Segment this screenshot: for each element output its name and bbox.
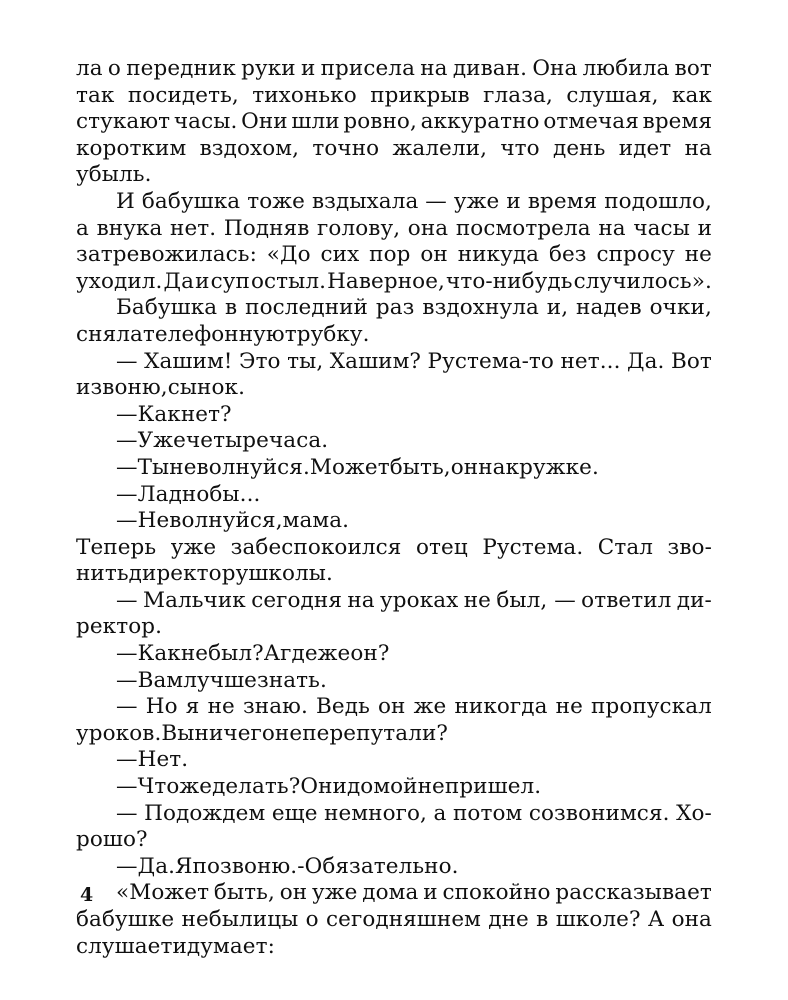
word: Да: [163, 268, 195, 294]
word: время: [642, 109, 712, 135]
word: Вам: [137, 667, 184, 693]
word: и: [172, 933, 187, 959]
text-line: [76, 747, 712, 774]
word: телефонную: [142, 321, 285, 347]
word: диван.: [452, 56, 528, 81]
word: стукают: [76, 109, 171, 135]
word: перепутали?: [302, 720, 449, 746]
text-line: [76, 774, 712, 801]
word: —: [116, 800, 138, 826]
word: ди-: [676, 587, 712, 613]
word: Может: [309, 454, 390, 480]
word: идет: [618, 135, 672, 161]
word: не: [180, 641, 209, 667]
word: часы.: [173, 109, 238, 135]
word: не: [684, 242, 712, 268]
word: внука: [96, 215, 163, 241]
word: А: [647, 907, 665, 932]
word: Да.: [137, 853, 176, 879]
word: был, —: [496, 587, 576, 613]
word: —: [116, 641, 138, 667]
word: Как: [137, 401, 181, 427]
word: —: [116, 587, 138, 613]
word: Вы: [161, 720, 195, 746]
text-line: [76, 827, 712, 854]
word: Хо-: [676, 800, 712, 826]
word: о: [107, 56, 121, 81]
word: Я: [175, 853, 193, 879]
word: не: [274, 720, 303, 746]
word: он: [378, 694, 406, 720]
word: не: [169, 454, 197, 480]
word: и: [76, 375, 91, 401]
word: —: [116, 428, 138, 454]
text-line: [76, 56, 712, 83]
word: отмечая: [543, 109, 639, 135]
word: «Может: [116, 880, 210, 906]
word: на: [684, 135, 712, 161]
word: ответил: [581, 587, 672, 613]
word: же: [179, 774, 213, 800]
word: случилось».: [573, 268, 712, 294]
word: бабушке: [76, 907, 175, 932]
word: Мальчик: [142, 587, 246, 613]
word: ла: [76, 56, 103, 81]
text-line: [76, 508, 712, 535]
word: уроках: [380, 587, 459, 613]
text-line: [76, 189, 712, 216]
word: Подождем: [144, 800, 266, 826]
word: ты,: [287, 348, 324, 374]
word: а: [76, 215, 89, 241]
word: на: [478, 454, 506, 480]
word: школы.: [248, 561, 333, 587]
word: Теперь: [76, 534, 157, 560]
word: Но: [145, 694, 178, 720]
word: слушает: [76, 933, 173, 959]
word: бабушка: [141, 188, 241, 214]
text-line: [76, 216, 712, 243]
text-line: [76, 269, 712, 296]
text-line: [76, 242, 712, 269]
word: уже: [312, 880, 358, 906]
word: передник: [126, 56, 236, 81]
word: Ладно: [137, 481, 210, 507]
word: нет...: [560, 348, 621, 374]
word: Да.: [627, 348, 665, 374]
word: где: [280, 641, 318, 667]
word: посмотрела: [455, 215, 591, 241]
word: дне: [488, 907, 529, 932]
word: же: [317, 641, 351, 667]
word: время: [527, 188, 598, 214]
text-line: [76, 136, 712, 163]
word: пропускал: [591, 694, 712, 720]
text-line: [76, 482, 712, 509]
word: затревожилась:: [76, 242, 257, 268]
word: на: [347, 587, 375, 613]
word: не: [555, 694, 583, 720]
word: суп: [210, 268, 250, 294]
word: что-нибудь: [446, 268, 573, 294]
word: на: [598, 215, 626, 241]
word: и: [332, 774, 347, 800]
word: звоню,: [90, 375, 168, 401]
word: на: [420, 56, 448, 81]
word: «До: [266, 242, 311, 268]
word: аккуратно: [420, 109, 540, 135]
word: —: [116, 667, 138, 693]
word: сегодня: [251, 587, 342, 613]
word: пришел.: [444, 774, 542, 800]
word: немного,: [324, 800, 427, 826]
word: волнуйся.: [196, 454, 310, 480]
word: часы: [633, 215, 690, 241]
word: тоже: [247, 188, 305, 214]
word: знаю.: [242, 694, 308, 720]
word: тихонько: [252, 82, 357, 108]
word: я: [185, 694, 200, 720]
word: Она: [532, 56, 578, 81]
word: Уже: [137, 428, 186, 454]
word: никогда: [454, 694, 548, 720]
word: и: [195, 268, 210, 294]
word: Подняв: [223, 215, 310, 241]
word: глаза,: [483, 82, 553, 108]
word: и: [423, 880, 438, 906]
text-line: [76, 721, 712, 748]
word: в: [536, 907, 549, 932]
word: бы...: [209, 481, 261, 507]
text-line: [76, 641, 712, 668]
word: сынок.: [167, 375, 246, 401]
word: он: [450, 454, 479, 480]
word: небылицы: [181, 907, 299, 932]
word: Это: [239, 348, 281, 374]
word: думает:: [186, 933, 275, 959]
word: и: [506, 188, 521, 214]
text-line: [76, 162, 712, 189]
word: Бабушка: [116, 295, 218, 321]
word: Хашим?: [329, 348, 422, 374]
word: вот: [674, 56, 712, 81]
word: Они: [241, 109, 288, 135]
word: —: [116, 853, 138, 879]
word: никуда: [457, 242, 540, 268]
word: нет?: [180, 401, 232, 427]
word: Обязательно.: [304, 853, 459, 879]
word: руки: [241, 56, 296, 81]
word: Не: [137, 508, 170, 534]
word: был?: [208, 641, 264, 667]
text-line: [76, 349, 712, 376]
word: —: [116, 508, 138, 534]
word: раз: [375, 295, 415, 321]
word: —: [116, 774, 138, 800]
word: Нет.: [137, 747, 189, 773]
text-line: [76, 694, 712, 721]
word: мама.: [282, 508, 350, 534]
word: уже: [170, 534, 217, 560]
word: точно: [312, 135, 380, 161]
word: Рустема-то: [427, 348, 554, 374]
word: четыре: [185, 428, 269, 454]
word: созвонимся.: [528, 800, 670, 826]
word: быть,: [213, 880, 275, 906]
word: лучше: [183, 667, 257, 693]
word: слушая,: [566, 82, 659, 108]
word: уходил.: [76, 268, 163, 294]
word: отец: [416, 534, 468, 560]
text-line: [76, 428, 712, 455]
word: —: [116, 747, 138, 773]
word: вздохнула: [422, 295, 539, 321]
word: любила: [582, 56, 670, 81]
text-line: [76, 295, 712, 322]
word: же: [413, 694, 447, 720]
word: шли: [291, 109, 340, 135]
word: уроков.: [76, 720, 162, 746]
word: позвоню.-: [192, 853, 305, 879]
text-line: [76, 375, 712, 402]
word: надев: [576, 295, 642, 321]
word: о: [305, 907, 319, 932]
word: Ты: [137, 454, 170, 480]
word: —: [116, 348, 138, 374]
word: прикрыв: [370, 82, 470, 108]
word: сняла: [76, 321, 143, 347]
word: рошо?: [76, 827, 148, 853]
word: часа.: [268, 428, 329, 454]
word: школе?: [555, 907, 641, 932]
word: —: [116, 481, 138, 507]
word: Рустема.: [482, 534, 584, 560]
word: Что: [137, 774, 180, 800]
word: рассказывает: [555, 880, 712, 906]
word: Он: [300, 774, 333, 800]
word: не: [207, 694, 235, 720]
word: посидеть,: [127, 82, 239, 108]
word: она: [671, 907, 712, 932]
word: сегодняшнем: [326, 907, 481, 932]
word: уже: [453, 188, 500, 214]
word: он?: [350, 641, 390, 667]
word: волнуйся,: [169, 508, 283, 534]
word: он: [420, 242, 448, 268]
word: еще: [271, 800, 318, 826]
text-line: [76, 934, 712, 961]
word: не: [463, 587, 491, 613]
word: спокойно: [442, 880, 551, 906]
word: вздыхала —: [311, 188, 447, 214]
word: а: [433, 800, 447, 826]
word: А: [263, 641, 281, 667]
word: Ведь: [316, 694, 370, 720]
word: она: [407, 215, 449, 241]
text-line: [76, 907, 712, 934]
word: вздохом,: [199, 135, 300, 161]
word: пор: [369, 242, 411, 268]
word: не: [417, 774, 445, 800]
word: жалели,: [392, 135, 487, 161]
word: делать?: [212, 774, 301, 800]
word: коротким: [76, 135, 187, 161]
word: ничего: [194, 720, 275, 746]
page-text-block: [76, 56, 712, 960]
text-line: [76, 109, 712, 136]
word: ректор.: [76, 614, 163, 640]
word: голову,: [317, 215, 401, 241]
word: Как: [137, 641, 181, 667]
word: и,: [546, 295, 569, 321]
text-line: [76, 455, 712, 482]
word: —: [116, 694, 138, 720]
word: что: [500, 135, 540, 161]
text-line: [76, 322, 712, 349]
word: нет.: [170, 215, 217, 241]
word: Стал: [597, 534, 654, 560]
word: ровно,: [343, 109, 417, 135]
word: дома: [362, 880, 419, 906]
word: и: [300, 56, 316, 81]
word: так: [76, 82, 115, 108]
word: последний: [245, 295, 368, 321]
word: директору: [128, 561, 249, 587]
word: убыль.: [76, 162, 152, 188]
word: Вот: [670, 348, 712, 374]
word: —: [116, 401, 138, 427]
word: спросу: [596, 242, 675, 268]
text-line: [76, 801, 712, 828]
text-line: [76, 880, 712, 907]
text-line: [76, 588, 712, 615]
word: Наверное,: [327, 268, 445, 294]
word: как: [672, 82, 712, 108]
text-line: [76, 535, 712, 562]
word: присела: [320, 56, 415, 81]
word: он: [279, 880, 308, 906]
word: день: [552, 135, 606, 161]
text-line: [76, 854, 712, 881]
word: зво-: [667, 534, 712, 560]
text-line: [76, 668, 712, 695]
word: знать.: [257, 667, 327, 693]
word: потом: [452, 800, 523, 826]
word: остыл.: [250, 268, 327, 294]
word: трубку.: [284, 321, 370, 347]
word: Хашим!: [144, 348, 233, 374]
word: подошло,: [604, 188, 712, 214]
word: кружке.: [505, 454, 599, 480]
word: забеспокоился: [230, 534, 402, 560]
page-number: 4: [80, 884, 94, 906]
text-line: [76, 561, 712, 588]
word: в: [225, 295, 238, 321]
word: И: [116, 188, 135, 214]
word: без: [548, 242, 587, 268]
word: быть,: [389, 454, 451, 480]
text-line: [76, 402, 712, 429]
word: —: [116, 454, 138, 480]
word: сих: [320, 242, 360, 268]
text-line: [76, 83, 712, 110]
word: домой: [346, 774, 418, 800]
word: нить: [76, 561, 129, 587]
text-line: [76, 614, 712, 641]
word: очки,: [649, 295, 712, 321]
word: и: [697, 215, 712, 241]
